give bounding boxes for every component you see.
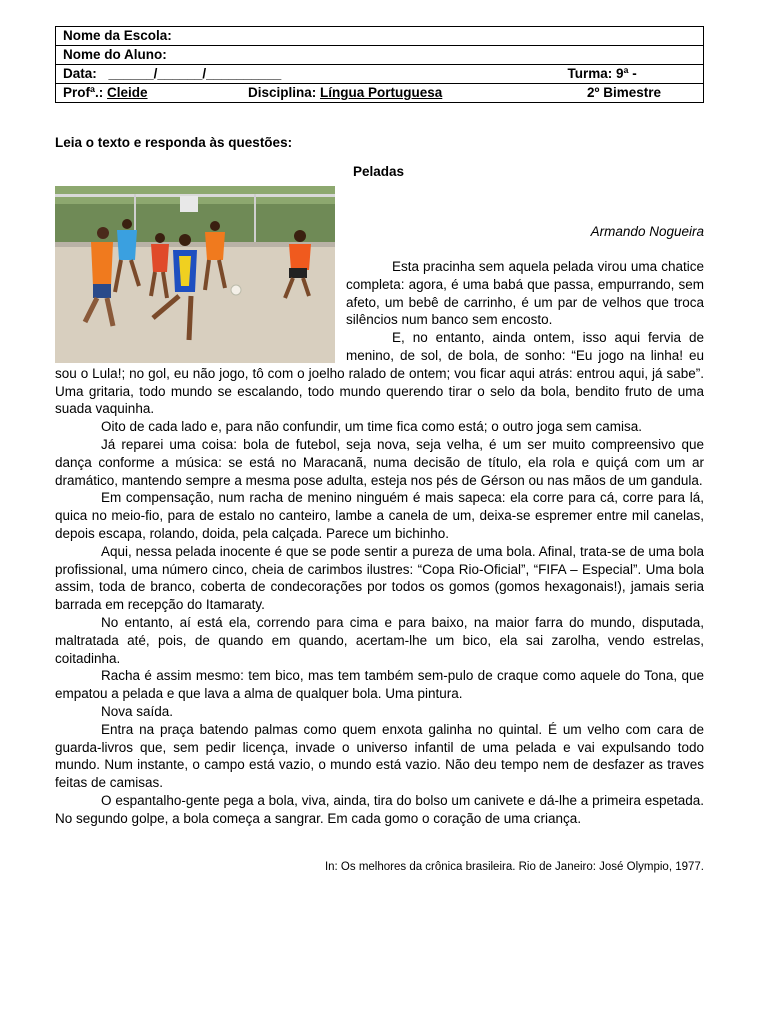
chronicle-text [55,258,704,828]
source-citation: In: Os melhores da crônica brasileira. Rio de Janeiro: José Olympio, 1977. [324,861,704,873]
header-table [55,26,704,103]
paragraph: No entanto, aí está ela, correndo para cima e para baixo, na maior farra do mundo, disputada, maltratada até, pois, de quando em quando, acertam-lhe um bico, ela sai zarolha, vendo estrelas, coitadinha. [55,614,704,666]
paragraph: Nova saída. [101,703,174,719]
student-name-field[interactable]: Nome do Aluno: [56,46,704,65]
date-label: Data: [63,66,97,81]
paragraph: Em compensação, num racha de menino ninguém é mais sapeca: ela corre para cá, corre para lá, quica no meio-fio, para de estalo no canteiro, lambe a canela de um, deixa-se espremer entre mil canelas, depois escapa, rolando, doida, pela calçada. Parece um bichinho. [55,490,704,541]
author-name: Armando Nogueira [590,224,704,239]
paragraph: E, no entanto, ainda ontem, isso aqui fervia de menino, de sol, de bola, de sonho: “Eu jogo na linha! eu sou o Lula!; no gol, eu não jogo, tô com o joelho ralado de ontem; vou ficar aqui atrás: entrou aqui, já sabe”. Uma gritaria, todo mundo se escalando, todo mundo querendo tirar o selo da bola, bendito fruto de uma suada vaquinha. [55,330,704,417]
paragraph: Entra na praça batendo palmas como quem enxota galinha no quintal. É um velho com cara de guarda-livros que, sem pedir licença, invade o universo infantil de uma pelada e vai expulsando todo mundo. Num instante, o campo está vazio, o mundo está vazio. Não deu tempo nem de desfazer as traves feitas de camisas. [55,721,704,791]
subject-name: Língua Portuguesa [320,85,443,100]
teacher-name: Cleide [107,85,148,100]
paragraph: Esta pracinha sem aquela pelada virou uma chatice completa: agora, é uma babá que passa, empurrando, sem afeto, um bebê de carrinho, é um par de velhos que troca silêncios num banco sem encosto. [346,259,704,328]
date-class-row[interactable] [56,65,704,84]
instruction: Leia o texto e responda às questões: [55,135,293,150]
paragraph: Oito de cada lado e, para não confundir, um time fica como está; o outro joga sem camisa. [101,419,643,435]
paragraph: Racha é assim mesmo: tem bico, mas tem também sem-pulo de craque como aquele do Tona, que empatou a pelada e que lava a alma de qualquer bola. Uma pintura. [55,668,704,702]
date-blank[interactable]: ______/______/__________ [108,66,282,81]
teacher-subject-row [56,84,704,103]
class-label: Turma: 9ª - [567,66,637,81]
paragraph: O espantalho-gente pega a bola, viva, ainda, tira do bolso um canivete e dá-lhe a primeira espetada. No segundo golpe, a bola começa a sangrar. Em cada gomo o coração de uma criança. [55,792,704,826]
paragraph: Aqui, nessa pelada inocente é que se pode sentir a pureza de uma bola. Afinal, trata-se de uma bola profissional, uma número cinco, cheia de carimbos ilustres: “Copa Rio-Oficial”, “FIFA – Especial”. Uma bola assim, toda de branco, coberta de condecorações por todos os gomos (gomos hexagonais!), jamais seria barrada em recepção do Itamaraty. [55,543,704,613]
subject-label: Disciplina: [248,85,317,100]
text-title: Peladas [353,164,405,179]
school-name-field[interactable]: Nome da Escola: [56,27,704,46]
paragraph: Já reparei uma coisa: bola de futebol, seja nova, seja velha, é um ser muito compreensivo que dança conforme a música: se está no Maracanã, numa decisão de título, ela rola e quiçá com um ar dramático, mantendo sempre a mesma pose adulta, esteja nos pés de Gérson ou nas mãos de um gandula. [55,436,704,488]
teacher-label: Profª.: [63,85,104,100]
term-label: 2º Bimestre [587,85,661,100]
